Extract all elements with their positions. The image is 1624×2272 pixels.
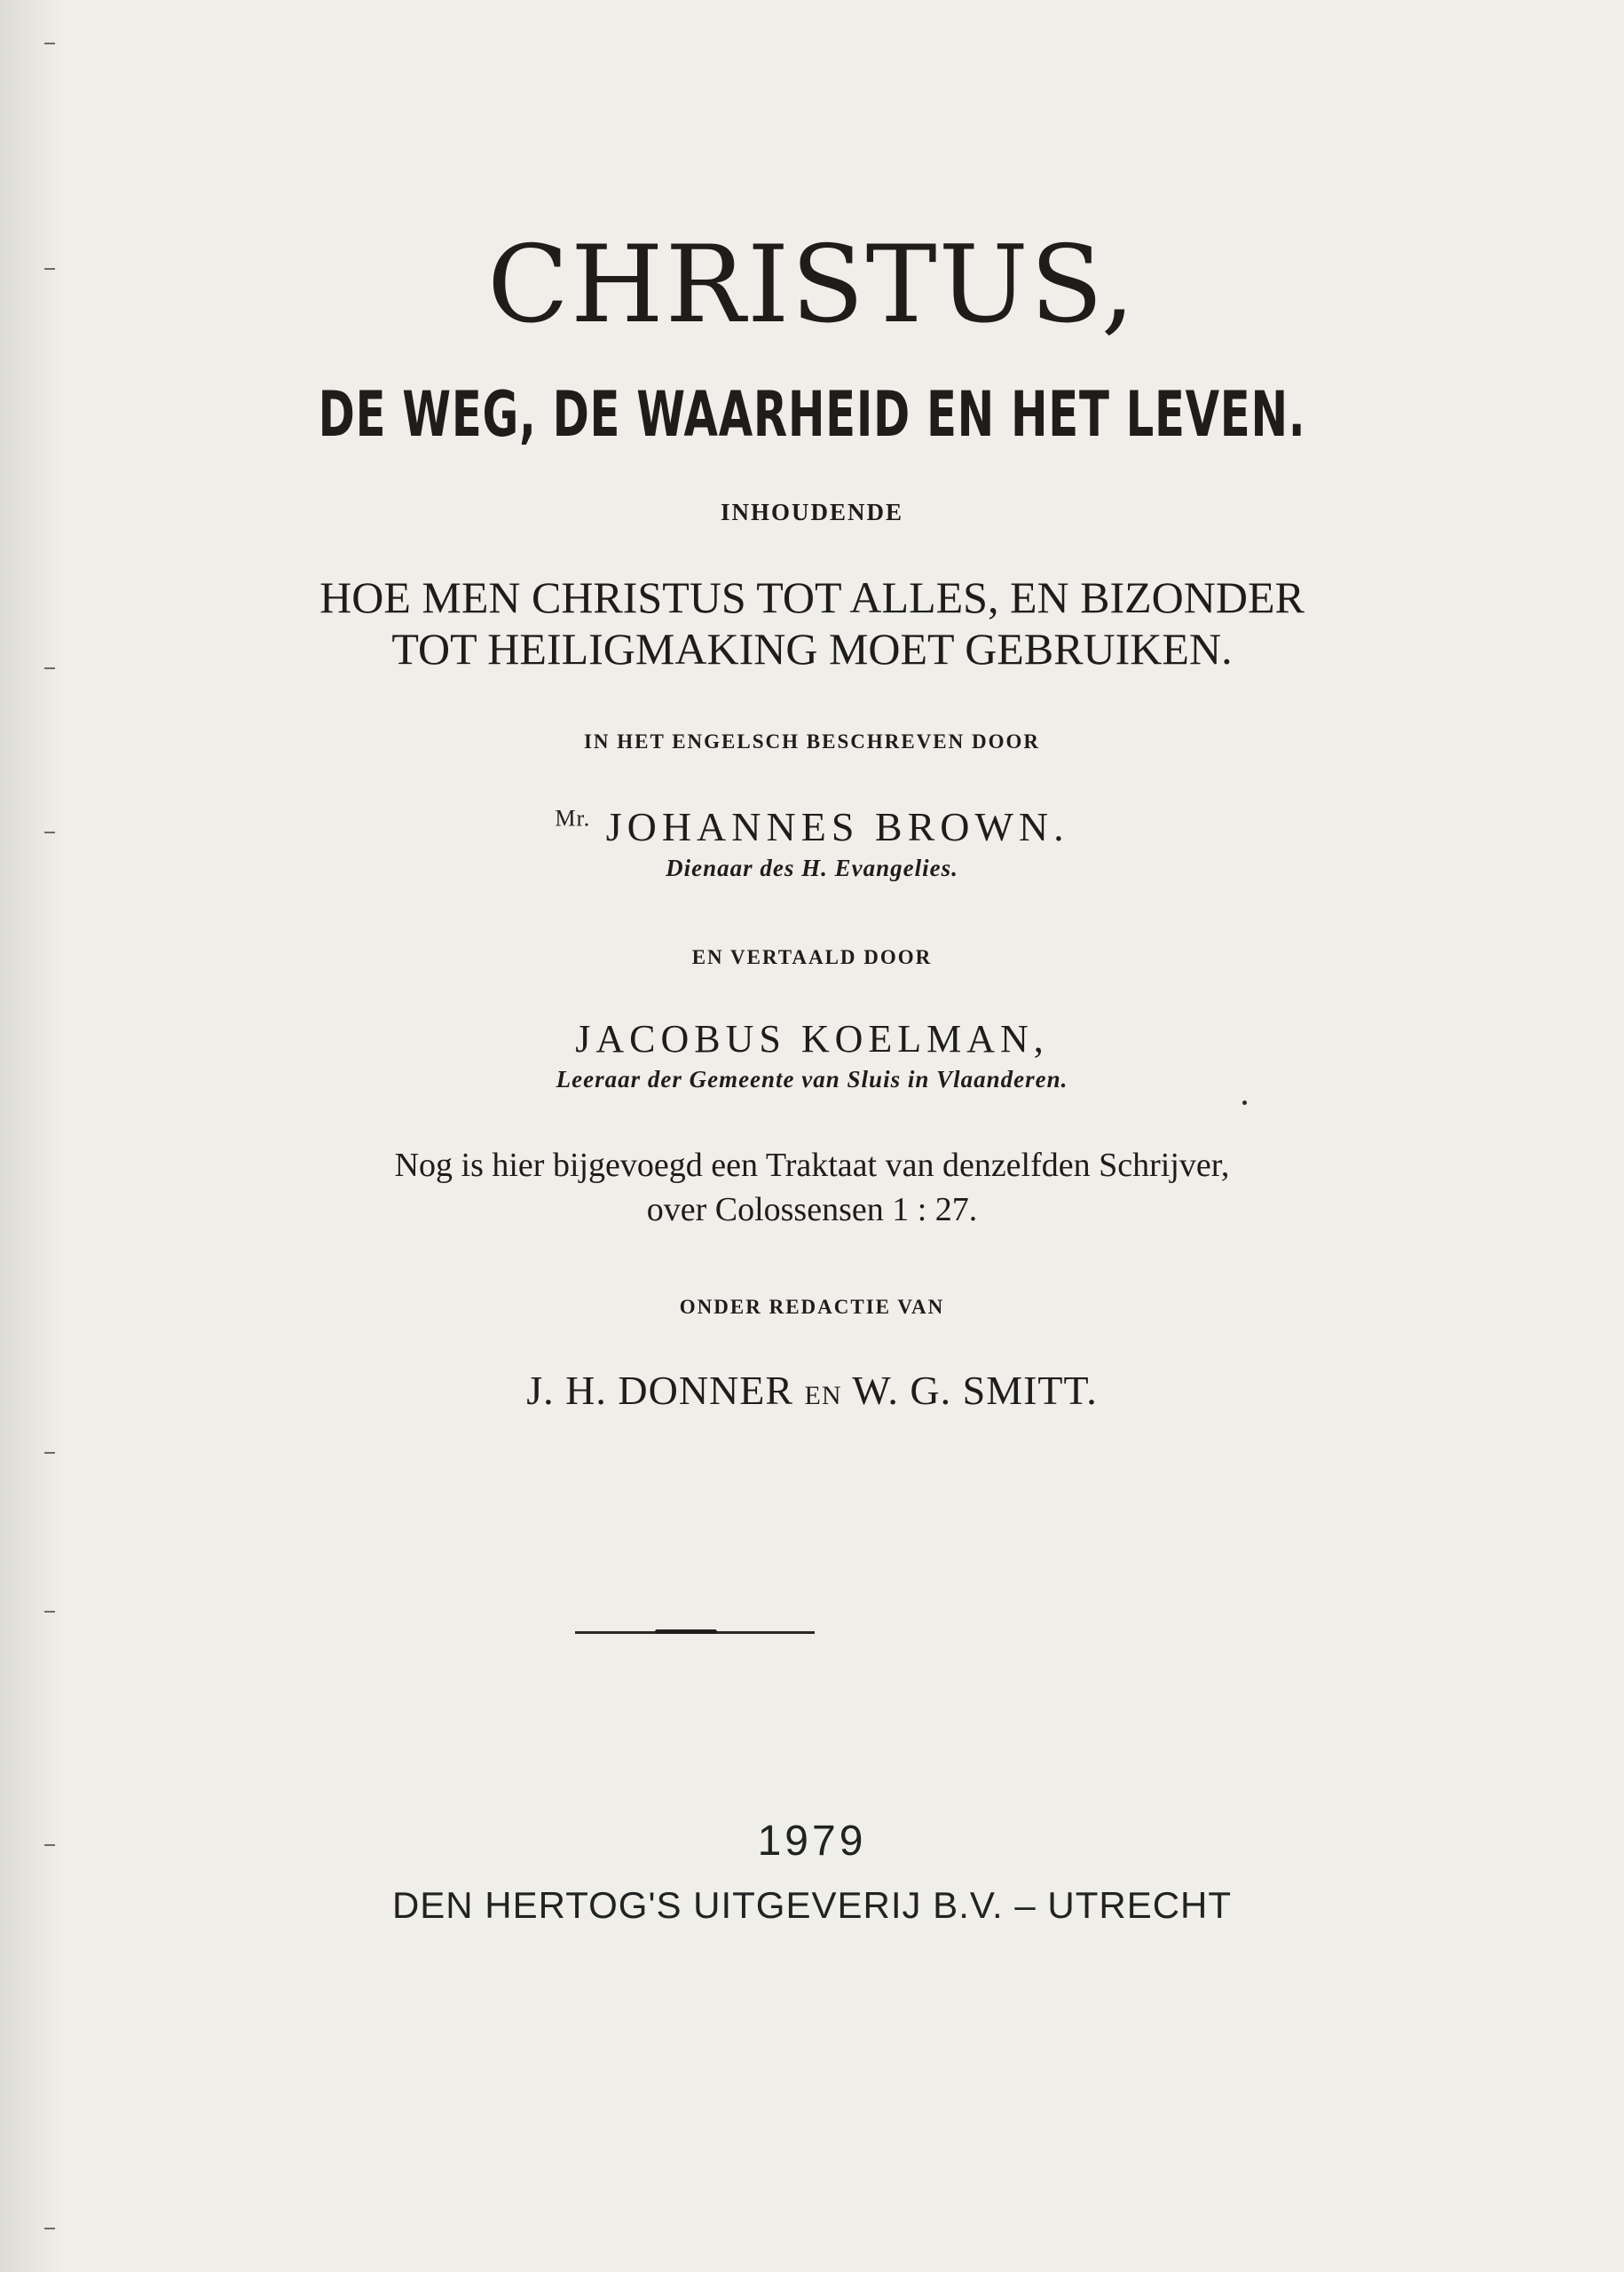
written-by-label: IN HET ENGELSCH BESCHREVEN DOOR: [583, 730, 1040, 753]
publisher: DEN HERTOG'S UITGEVERIJ B.V. – UTRECHT: [391, 1884, 1233, 1926]
addendum-line: Nog is hier bijgevoegd een Traktaat van denzelfden Schrijver,: [394, 1147, 1230, 1184]
description: [0, 572, 1624, 674]
edge-mark: [44, 43, 55, 44]
editor-first: J. H. DONNER: [526, 1368, 794, 1413]
contents-label: INHOUDENDE: [720, 499, 904, 525]
addendum: [0, 1143, 1624, 1232]
page-edge-shadow: [0, 0, 62, 2272]
author-name: JOHANNES BROWN.: [605, 804, 1069, 849]
translator-name: JACOBUS KOELMAN,: [575, 1017, 1049, 1061]
author-line: [0, 803, 1624, 850]
description-line: HOE MEN CHRISTUS TOT ALLES, EN BIZONDER: [319, 572, 1305, 622]
author-prefix: Mr.: [555, 805, 591, 832]
description-line: TOT HEILIGMAKING MOET GEBRUIKEN.: [391, 624, 1233, 674]
edge-mark: [44, 2228, 55, 2229]
publication-year: 1979: [757, 1818, 867, 1865]
addendum-line: over Colossensen 1 : 27.: [646, 1191, 978, 1228]
edge-mark: [44, 1452, 55, 1454]
editor-second: W. G. SMITT.: [852, 1368, 1098, 1413]
edge-mark: [44, 1611, 55, 1613]
editors-line: [0, 1367, 1624, 1414]
book-subtitle: DE WEG, DE WAARHEID EN HET LEVEN.: [318, 378, 1306, 451]
divider-rule-center: [655, 1629, 717, 1634]
author-role: Dienaar des H. Evangelies.: [666, 855, 958, 881]
editors-label: ONDER REDACTIE VAN: [679, 1296, 945, 1318]
editor-joiner: EN: [804, 1381, 842, 1410]
book-title: CHRISTUS,: [487, 224, 1137, 347]
translated-by-label: EN VERTAALD DOOR: [691, 946, 933, 968]
translator-role: Leeraar der Gemeente van Sluis in Vlaanderen.: [556, 1066, 1068, 1093]
speck: [1242, 1100, 1247, 1105]
